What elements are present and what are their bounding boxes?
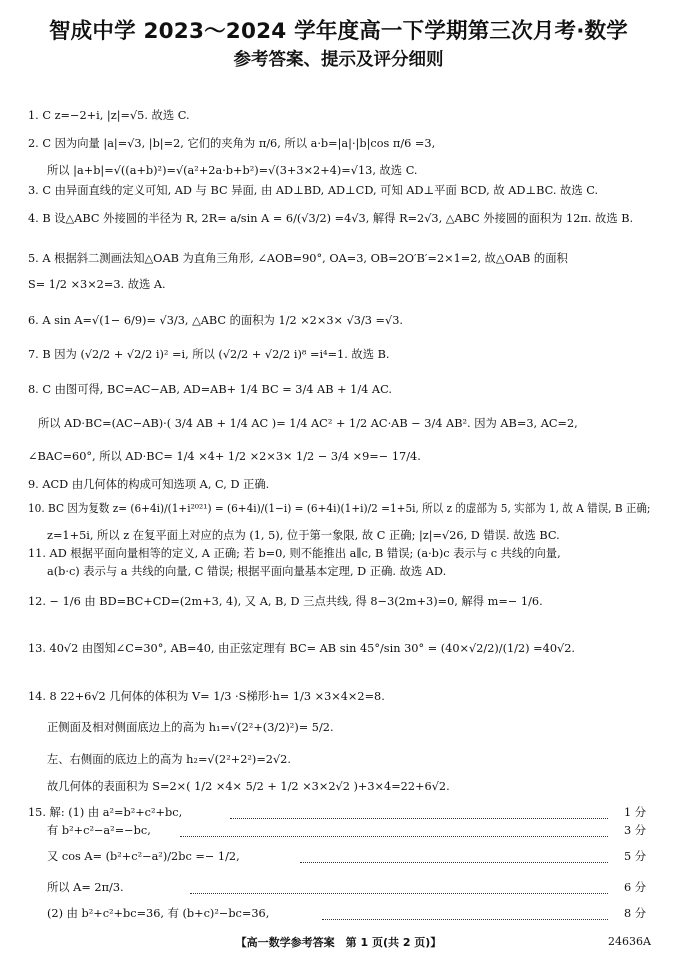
answer-line-12: 12. − 1/6 由 BD=BC+CD=(2m+3, 4), 又 A, B, D 三点共线, 得 8−3(2m+3)=0, 解得 m=− 1/6.: [28, 595, 543, 608]
score-5: 8 分: [624, 907, 647, 920]
score-2: 3 分: [624, 824, 647, 837]
answer-line-15b: 有 b²+c²−a²=−bc,: [47, 824, 151, 837]
answer-line-11a: 11. AD 根据平面向量相等的定义, A 正确; 若 b=0, 则不能推出 a∥c, B 错误; (a·b)c 表示与 c 共线的向量,: [28, 547, 561, 560]
document-code: 24636A: [608, 935, 651, 948]
score-leader-5: [322, 918, 608, 920]
answer-line-8c: ∠BAC=60°, 所以 AD·BC= 1/4 ×4+ 1/2 ×2×3× 1/2 − 3/4 ×9=− 17/4.: [28, 450, 421, 463]
answer-line-5b: S= 1/2 ×3×2=3. 故选 A.: [28, 278, 166, 291]
score-4: 6 分: [624, 881, 647, 894]
answer-line-13: 13. 40√2 由图知∠C=30°, AB=40, 由正弦定理有 BC= AB sin 45°/sin 30° = (40×√2/2)/(1/2) =40√2.: [28, 642, 575, 655]
answer-line-1: 1. C z=−2+i, |z|=√5. 故选 C.: [28, 109, 190, 122]
answer-line-9: 9. ACD 由几何体的构成可知选项 A, C, D 正确.: [28, 478, 270, 491]
score-leader-2: [180, 835, 608, 837]
answer-line-4: 4. B 设△ABC 外接圆的半径为 R, 2R= a/sin A = 6/(√3/2) =4√3, 解得 R=2√3, △ABC 外接圆的面积为 12π. 故选 B.: [28, 212, 634, 225]
answer-line-8b: 所以 AD·BC=(AC−AB)·( 3/4 AB + 1/4 AC )= 1/4 AC² + 1/2 AC·AB − 3/4 AB². 因为 AB=3, AC=2,: [38, 417, 578, 430]
score-leader-4: [190, 892, 608, 894]
answer-line-10b: z=1+5i, 所以 z 在复平面上对应的点为 (1, 5), 位于第一象限, 故 C 正确; |z|=√26, D 错误. 故选 BC.: [47, 529, 560, 542]
score-3: 5 分: [624, 850, 647, 863]
page-subtitle: 参考答案、提示及评分细则: [233, 50, 444, 70]
score-1: 1 分: [624, 806, 647, 819]
answer-line-10a: 10. BC 因为复数 z= (6+4i)/(1+i²⁰²¹) = (6+4i)/(1−i) = (6+4i)(1+i)/2 =1+5i, 所以 z 的虚部为 5, 实部为 1, 故 A 错误, B 正确;: [28, 502, 651, 515]
answer-line-11b: a(b·c) 表示与 a 共线的向量, C 错误; 根据平面向量基本定理, D 正确. 故选 AD.: [47, 565, 447, 578]
answer-line-15d: 所以 A= 2π/3.: [47, 881, 124, 894]
answer-line-3: 3. C 由异面直线的定义可知, AD 与 BC 异面, 由 AD⊥BD, AD⊥CD, 可知 AD⊥平面 BCD, 故 AD⊥BC. 故选 C.: [28, 184, 599, 197]
score-leader-1: [230, 817, 608, 819]
page-footer: 【高一数学参考答案 第 1 页(共 2 页)】: [235, 936, 442, 949]
answer-line-14d: 故几何体的表面积为 S=2×( 1/2 ×4× 5/2 + 1/2 ×3×2√2 )+3×4=22+6√2.: [47, 780, 450, 793]
answer-line-5a: 5. A 根据斜二测画法知△OAB 为直角三角形, ∠AOB=90°, OA=3, OB=2O′B′=2×1=2, 故△OAB 的面积: [28, 252, 568, 265]
answer-line-14b: 正侧面及相对侧面底边上的高为 h₁=√(2²+(3/2)²)= 5/2.: [47, 721, 334, 734]
answer-line-2b: 所以 |a+b|=√((a+b)²)=√(a²+2a·b+b²)=√(3+3×2+4)=√13, 故选 C.: [47, 164, 418, 177]
answer-line-2a: 2. C 因为向量 |a|=√3, |b|=2, 它们的夹角为 π/6, 所以 a·b=|a|·|b|cos π/6 =3,: [28, 137, 436, 150]
answer-line-6: 6. A sin A=√(1− 6/9)= √3/3, △ABC 的面积为 1/2 ×2×3× √3/3 =√3.: [28, 314, 403, 327]
answer-line-14a: 14. 8 22+6√2 几何体的体积为 V= 1/3 ·S梯形·h= 1/3 ×3×4×2=8.: [28, 690, 385, 703]
page-title: 智成中学 2023～2024 学年度高一下学期第三次月考·数学: [48, 19, 629, 44]
score-leader-3: [300, 861, 608, 863]
answer-line-14c: 左、右侧面的底边上的高为 h₂=√(2²+2²)=2√2.: [47, 753, 291, 766]
answer-line-15e: (2) 由 b²+c²+bc=36, 有 (b+c)²−bc=36,: [47, 907, 270, 920]
answer-line-7: 7. B 因为 (√2/2 + √2/2 i)² =i, 所以 (√2/2 + √2/2 i)⁸ =i⁴=1. 故选 B.: [28, 348, 390, 361]
answer-line-15a: 15. 解: (1) 由 a²=b²+c²+bc,: [28, 806, 183, 819]
answer-line-15c: 又 cos A= (b²+c²−a²)/2bc =− 1/2,: [47, 850, 240, 863]
answer-line-8a: 8. C 由图可得, BC=AC−AB, AD=AB+ 1/4 BC = 3/4 AB + 1/4 AC.: [28, 383, 392, 396]
